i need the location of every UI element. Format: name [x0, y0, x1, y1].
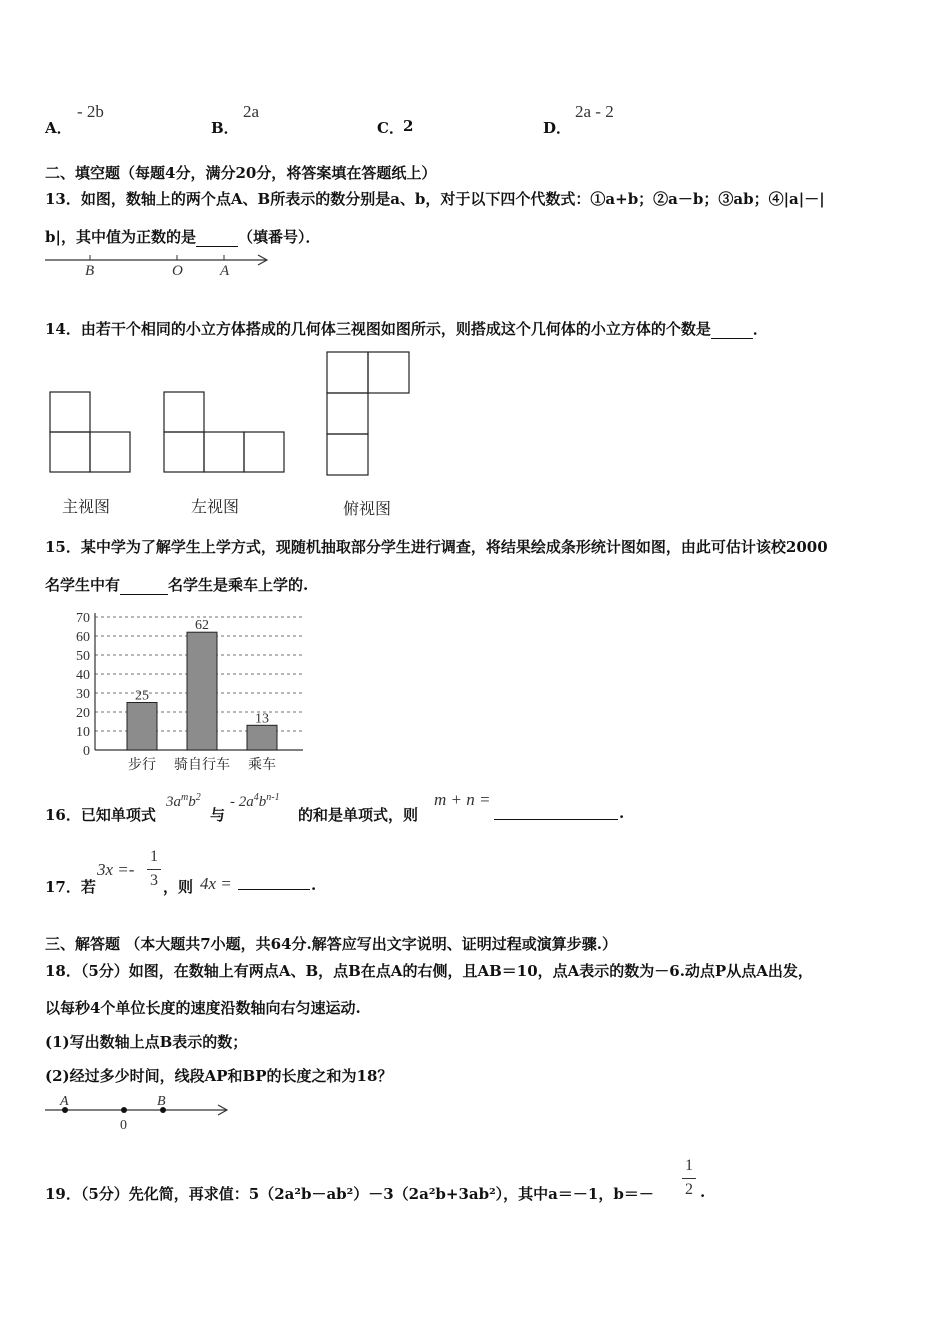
left-view-label: 左视图 [191, 497, 240, 516]
q15-line2-pre: 名学生中有 [45, 576, 121, 594]
bar [187, 632, 217, 750]
q18-label-zero: 0 [120, 1118, 127, 1133]
option-a-label: A． [45, 119, 72, 137]
q13-label-a: A [220, 263, 230, 279]
q15-line2-post: 名学生是乘车上学的. [168, 576, 309, 594]
category-label: 乘车 [248, 758, 276, 773]
q15-line2 [45, 574, 308, 595]
y-tick-label: 20 [76, 706, 90, 721]
q18-sub1: (1)写出数轴上点B表示的数； [45, 1033, 248, 1051]
q19-text: 19．（5分）先化简，再求值：5（2a²b－ab²）－3（2a²b+3ab²），其中a＝－1，b＝－ [45, 1185, 654, 1203]
q19-frac-den: 2 [685, 1181, 693, 1198]
section-2-heading: 二、填空题（每题4分，满分20分，将答案填在答题纸上） [45, 164, 437, 182]
q16-monomial-1: $3a^mb^2$ [166, 792, 201, 810]
y-tick-label: 40 [76, 668, 90, 683]
y-tick-label: 60 [76, 630, 90, 645]
front-view-figure [48, 390, 134, 476]
q17-rhs: 4x = [200, 874, 232, 893]
q17-num: 17．若 [45, 878, 96, 896]
option-c-label: C． [377, 119, 404, 137]
data-label: 13 [255, 711, 269, 727]
q16-mid: 的和是单项式，则 [298, 806, 419, 824]
data-label: 62 [195, 618, 209, 634]
q18-label-a: A [60, 1094, 69, 1109]
q17-mid: ，则 [163, 878, 194, 896]
q18-sub2: (2)经过多少时间，线段AP和BP的长度之和为18？ [45, 1067, 393, 1085]
q18-number-line [40, 1090, 240, 1135]
category-label: 步行 [128, 758, 156, 773]
q13-line2-pre: b|，其中值为正数的是 [45, 228, 196, 246]
q17-end: . [311, 876, 317, 894]
left-view-figure [162, 390, 290, 476]
q15-line1: 15．某中学为了解学生上学方式，现随机抽取部分学生进行调查，将结果绘成条形统计图如图，由此可估计该校2000 [45, 538, 828, 556]
bar-chart [40, 605, 315, 777]
front-view-label: 主视图 [62, 497, 111, 516]
y-tick-label: 0 [83, 744, 90, 759]
y-tick-label: 10 [76, 725, 90, 740]
q13-line2 [45, 226, 320, 247]
q16-joiner: 与 [210, 806, 226, 824]
q14-text-pre: 14．由若干个相同的小立方体搭成的几何体三视图如图所示，则搭成这个几何体的小立方体的个数是 [45, 320, 711, 338]
q19-end: . [700, 1183, 706, 1201]
q17-frac-den: 3 [150, 872, 158, 889]
top-view-figure [325, 350, 413, 478]
bar [247, 725, 277, 750]
option-b-label: B． [211, 119, 239, 137]
section-3-heading: 三、解答题 （本大题共7小题，共64分.解答应写出文字说明、证明过程或演算步骤.） [45, 935, 617, 953]
q18-label-b: B [157, 1094, 166, 1109]
option-d-expr: 2a - 2 [575, 102, 614, 121]
top-view-label: 俯视图 [343, 499, 392, 518]
q13-label-b: B [85, 263, 95, 279]
q14-answer-blank [711, 320, 753, 339]
q19-frac-bar [682, 1178, 696, 1179]
q14-text-post: ． [752, 320, 768, 338]
q13-line2-post: （填番号）． [237, 228, 321, 246]
y-tick-label: 30 [76, 687, 90, 702]
q17-lhs: 3x =- [97, 860, 135, 879]
q13-answer-blank [196, 228, 238, 247]
q13-line1: 13．如图，数轴上的两个点A、B所表示的数分别是a、b，对于以下四个代数式：①a+b；②a－b；③ab；④|a|－| [45, 190, 825, 208]
option-b-expr: 2a [243, 102, 260, 121]
q16-expression: m + n = [434, 790, 491, 809]
y-tick-label: 50 [76, 649, 90, 664]
q18-line1: 18．（5分）如图，在数轴上有两点A、B，点B在点A的右侧，且AB＝10，点A表示的数为－6.动点P从点A出发， [45, 962, 813, 980]
q16-monomial-2: - $2a^4b^{n-1}$ [230, 792, 280, 810]
q17-frac-num: 1 [150, 848, 158, 865]
q16-end: . [619, 804, 625, 822]
q13-label-o: O [172, 263, 183, 279]
q16-answer-blank [494, 806, 618, 820]
option-d-label: D． [543, 119, 572, 137]
y-tick-label: 70 [76, 611, 90, 626]
option-a-expr: - 2b [77, 102, 104, 121]
bar [127, 703, 157, 751]
q19-frac-num: 1 [685, 1157, 693, 1174]
category-label: 骑自行车 [174, 758, 230, 773]
q17-frac-bar [147, 869, 161, 870]
q14-text [45, 318, 768, 339]
q13-number-line [40, 250, 280, 282]
q15-answer-blank [120, 576, 168, 595]
q18-line2: 以每秒4个单位长度的速度沿数轴向右匀速运动. [45, 999, 361, 1017]
option-c-expr: 2 [403, 117, 414, 135]
q16-num: 16．已知单项式 [45, 806, 156, 824]
data-label: 25 [135, 688, 149, 704]
q17-answer-blank [238, 876, 310, 890]
